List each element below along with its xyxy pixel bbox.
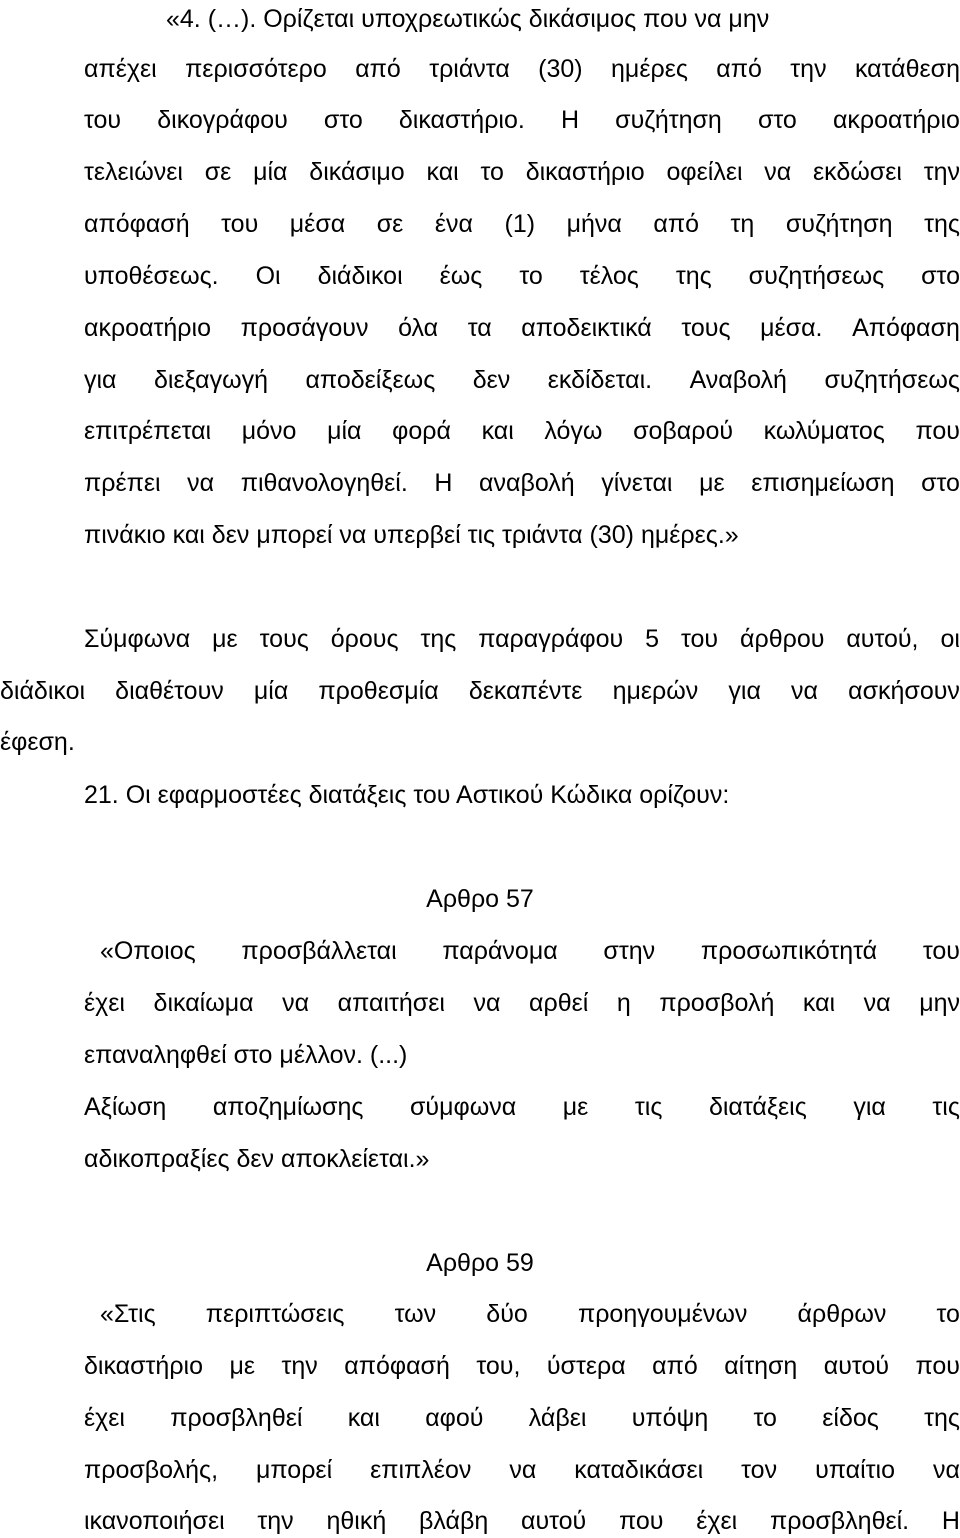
word: αυτού [521,1507,587,1535]
word: από [652,1352,698,1380]
word: διατάξεις [708,1093,807,1121]
word: δικάσιμο [309,158,405,186]
word: διάδικοι [0,677,86,705]
word: την [790,55,827,83]
text-line [84,622,960,656]
word: τις [634,1093,663,1121]
word: και [347,1404,380,1432]
word: να [764,158,792,186]
word: που [915,417,960,445]
text-line [84,1453,960,1487]
word: Η [560,106,580,134]
word: για [728,677,761,705]
word: Αναβολή [689,366,787,394]
word: για [84,366,117,394]
word: με [229,1352,256,1380]
word: γίνεται [601,469,673,497]
word: τον [741,1456,778,1484]
word: δεκαπέντε [468,677,583,705]
text-line: «4. (…). Ορίζεται υποχρεωτικώς δικάσιμος που να μην [166,5,770,33]
word: Οι [255,262,281,290]
text-line [100,1297,960,1331]
word: για [853,1093,886,1121]
word: 5 [645,625,660,653]
word: αυτού [823,1352,890,1380]
word: υπόψη [631,1404,709,1432]
word: εκδίδεται. [547,366,653,394]
word: «Στις [100,1300,156,1328]
text-line [84,466,960,500]
word: προηγουμένων [577,1300,748,1328]
word: με [699,469,725,497]
word: έχει [84,1404,125,1432]
word: μπορεί [256,1456,333,1484]
word: στην [603,937,656,965]
text-line [84,103,960,137]
word: περιπτώσεις [205,1300,345,1328]
word: όρους [330,625,399,653]
word: παραγράφου [478,625,624,653]
word: τις [932,1093,960,1121]
word: ηθική [326,1507,387,1535]
word: «Οποιος [100,937,196,965]
word: της [924,1404,960,1432]
word: μόνο [241,417,297,445]
article-heading: Αρθρο 57 [426,885,534,913]
word: τριάντα [429,55,510,83]
word: σύμφωνα [410,1093,517,1121]
word: σε [204,158,232,186]
word: προσβληθεί. [769,1507,910,1535]
text-line [84,259,960,293]
word: απαιτήσει [337,989,445,1017]
word: καταδικάσει [574,1456,704,1484]
word: τελειώνει [84,158,183,186]
text-line [84,1401,960,1435]
word: τη [730,210,755,238]
text-line: επαναληφθεί στο μέλλον. (...) [84,1041,408,1069]
word: από [716,55,762,83]
word: να [473,989,501,1017]
word: μην [919,989,960,1017]
word: το [936,1300,960,1328]
word: τα [467,314,492,342]
text-line [84,311,960,345]
word: δικογράφου [157,106,288,134]
word: συζητήσεως [748,262,885,290]
word: ημερών [612,677,699,705]
word: προσβάλλεται [241,937,397,965]
text-line [100,934,960,968]
word: ημέρες [611,55,688,83]
text-line [84,414,960,448]
word: έχει [84,989,125,1017]
word: εκδώσει [813,158,902,186]
word: την [257,1507,294,1535]
text-line [84,1090,960,1124]
word: δικαστήριο [525,158,645,186]
word: της [420,625,457,653]
word: φορά [392,417,451,445]
word: που [915,1352,960,1380]
word: τέλος [579,262,639,290]
word: του [84,106,122,134]
word: (30) [538,55,583,83]
word: προσωπικότητά [700,937,878,965]
word: υποθέσεως. [84,262,219,290]
word: συζήτηση [785,210,893,238]
word: άρθρων [797,1300,887,1328]
word: προσβληθεί [170,1404,303,1432]
word: αυτού, [846,625,919,653]
word: και [802,989,836,1017]
word: με [212,625,238,653]
word: του [221,210,259,238]
word: αφού [425,1404,484,1432]
word: να [932,1456,960,1484]
word: και [426,158,459,186]
word: λόγω [544,417,603,445]
word: των [394,1300,437,1328]
word: αποδείξεως [305,366,436,394]
word: ύστερα [546,1352,626,1380]
word: προθεσμία [318,677,439,705]
word: Η [941,1507,960,1535]
word: δικαστήριο [84,1352,204,1380]
word: τους [681,314,731,342]
word: Σύμφωνα [84,625,191,653]
text-line [84,986,960,1020]
word: ακροατήριο [84,314,211,342]
word: οφείλει [666,158,743,186]
word: του [680,625,719,653]
paragraph-3: 21. Οι εφαρμοστέες διατάξεις του Αστικού Κώδικα ορίζουν: [84,781,730,809]
word: ακροατήριο [832,106,960,134]
word: διαθέτουν [115,677,224,705]
word: να [187,469,215,497]
word: κωλύματος [763,417,885,445]
word: από [653,210,699,238]
word: μέσα [289,210,346,238]
word: την [923,158,960,186]
word: ένα [434,210,473,238]
word: συζήτηση [615,106,722,134]
word: το [519,262,543,290]
word: συζητήσεως [824,366,960,394]
word: προσβολή [659,989,775,1017]
word: στο [757,106,797,134]
word: μήνα [566,210,622,238]
word: διεξαγωγή [153,366,268,394]
word: απόφασή [84,210,190,238]
word: ασκήσουν [848,677,960,705]
word: να [509,1456,537,1484]
word: Απόφαση [852,314,960,342]
word: υπαίτιο [815,1456,895,1484]
word: δικαστήριο. [398,106,525,134]
word: ικανοποιήσει [84,1507,225,1535]
word: της [924,210,960,238]
word: βλάβη [418,1507,489,1535]
word: οι [940,625,960,653]
word: το [480,158,504,186]
text-line [84,1504,960,1538]
word: η [616,989,631,1017]
word: του [922,937,960,965]
word: μία [327,417,362,445]
word: περισσότερο [185,55,327,83]
word: επιτρέπεται [84,417,212,445]
word: δύο [486,1300,528,1328]
word: με [562,1093,589,1121]
text-line [0,674,960,708]
word: μία [253,677,289,705]
word: έως [439,262,483,290]
word: είδος [822,1404,879,1432]
text-line: πινάκιο και δεν μπορεί να υπερβεί τις τριάντα (30) ημέρες.» [84,521,739,549]
word: την [281,1352,318,1380]
text-line [84,363,960,397]
word: προσάγουν [240,314,369,342]
word: πρέπει [84,469,161,497]
word: της [675,262,712,290]
word: σοβαρού [633,417,734,445]
word: όλα [398,314,439,342]
word: έχει [696,1507,738,1535]
word: το [753,1404,777,1432]
word: επισημείωση [751,469,895,497]
word: του, [476,1352,521,1380]
word: μέσα. [760,314,823,342]
word: αποδεικτικά [521,314,652,342]
word: τους [259,625,309,653]
word: (1) [504,210,536,238]
word: επιπλέον [370,1456,472,1484]
word: να [282,989,310,1017]
word: μία [253,158,288,186]
article-heading: Αρθρο 59 [426,1249,534,1277]
word: να [791,677,818,705]
word: αρθεί [529,989,589,1017]
word: άρθρου [740,625,825,653]
text-line [84,52,960,86]
word: κατάθεση [854,55,960,83]
word: Αξίωση [84,1093,167,1121]
text-line: αδικοπραξίες δεν αποκλείεται.» [84,1145,430,1173]
word: να [863,989,891,1017]
word: απέχει [84,55,157,83]
word: που [619,1507,664,1535]
word: και [481,417,514,445]
word: αναβολή [479,469,575,497]
word: στο [921,262,960,290]
word: απόφασή [344,1352,450,1380]
word: αίτηση [724,1352,798,1380]
word: προσβολής, [84,1456,219,1484]
word: στο [323,106,363,134]
word: σε [376,210,404,238]
word: πιθανολογηθεί. [240,469,408,497]
text-line [84,1349,960,1383]
text-line [84,155,960,189]
word: διάδικοι [317,262,403,290]
text-line [84,207,960,241]
word: στο [921,469,960,497]
word: από [355,55,401,83]
word: παράνομα [442,937,558,965]
word: δεν [472,366,511,394]
text-line: έφεση. [0,728,75,756]
word: δικαίωμα [153,989,254,1017]
word: αποζημίωσης [212,1093,364,1121]
word: Η [434,469,453,497]
word: λάβει [528,1404,587,1432]
